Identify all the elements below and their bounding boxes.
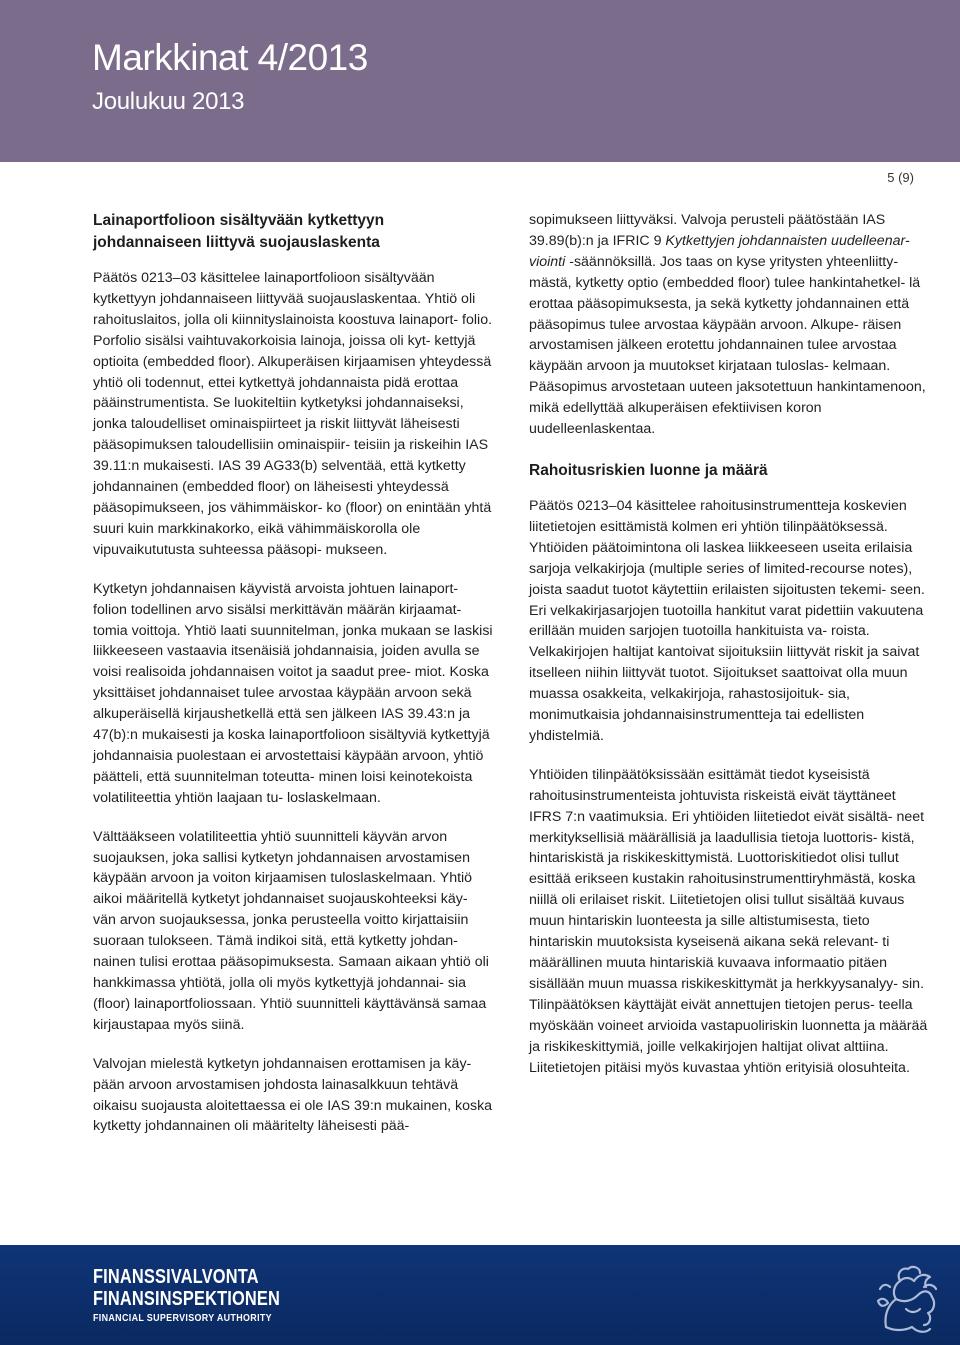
- publication-title: Markkinat 4/2013: [92, 37, 368, 78]
- finnish-lion-emblem-icon: [866, 1257, 946, 1339]
- paragraph: Päätös 0213–04 käsittelee rahoitusinstrumentteja koskevien liitetietojen esittämistä kolmen eri yhtiön tilinpäätöksessä. Yhtiöiden päätoimintona oli laskea liikkeeseen useita erilaisia sarjoja velkakirjoja (multiple series of limited-recourse notes), joista saadut tuotot käytettiin erilaisten sijoitusten tekemi- seen. Eri velkakirjasarjojen tuotoilla hankitut varat pidettiin vakuutena erillään muiden sarjojen tuotoilla hankituista va- roista. Velkakirjojen haltijat kantoivat sijoituksiin liittyvät riskit ja saivat itselleen niihin liittyvät tuotot. Sijoitukset saattoivat olla muun muassa osakkeita, velkakirjoja, rahastosijoituk- sia, monimutkaisia johdannaisinstrumentteja tai edellisten yhdistelmiä.: [529, 497, 925, 744]
- italic-title: Kytkettyjen johdannaisten uudelleenar- viointi: [529, 232, 910, 270]
- paragraph: Valvojan mielestä kytketyn johdannaisen erottamisen ja käy- pään arvoon arvostamisen johdosta lainasalkkuun tehtävä oikaisu suojausta aloitettaessa ei ole IAS 39:n mukainen, koska kytketty johdannainen oli määritelty läheisesti pää-: [93, 1055, 493, 1135]
- brand-name-en: FINANCIAL SUPERVISORY AUTHORITY: [93, 1312, 272, 1324]
- paragraph: Kytketyn johdannaisen käyvistä arvoista johtuen lainaport- folion todellinen arvo sisälsi merkittävän määrän kirjaamat- tomia voittoja. Yhtiö laati suunnitelman, jonka mukaan se laskisi liikkeeseen vastaavia itsenäisiä johdannaisia, joiden avulla se voisi realisoida johdannaisen voitot ja saadut pree- miot. Koska yksittäiset johdannaiset tulee arvostaa käypään arvoon sekä alkuperäisellä kirjaushetkellä että sen jälkeen IAS 39.43:n ja 47(b):n mukaisesti ja koska lainaportfolioon sisältyviä kytkettyjä johdannaisia puolestaan ei arvostettaisi käypään arvoon, yhtiö päätteli, että suunnitelman toteutta- minen loisi keinotekoista volatiliteettia yhtiön laajaan tu- loslaskelmaan.: [93, 580, 493, 806]
- continued-text: -säännöksillä. Jos taas on kyse yritysten yhteenliitty- mästä, kytketty optio (embedded floor) tulee hankintahetkel- lä erottaa pääsopimuksesta, ja sekä kytketty johdannainen että pääsopimus tulee arvostaa käypään arvoon. Alkupe- räisen arvostamisen jälkeen erotettu johdannainen tulee arvostaa käypään arvoon ja muutokset kirjataan tuloslas- kelmaan. Pääsopimus arvostetaan uuteen jaksotettuun hankintamenoon, mikä edellyttää alkuperäisen efektiivisen koron uudelleenlaskentaa.: [529, 253, 926, 438]
- page-number: 5 (9): [887, 170, 914, 185]
- section-heading: Rahoitusriskien luonne ja määrä: [529, 461, 768, 479]
- paragraph: Välttääkseen volatiliteettia yhtiö suunnitteli käyvän arvon suojauksen, joka sallisi kytketyn johdannaisen arvostamisen käypään arvoon ja voiton kirjaamisen tuloslaskelmaan. Yhtiö aikoi määritellä kytketyt johdannaiset suojauskohteeksi käy- vän arvon suojauksessa, jonka perusteella voitto kirjattaisiin suoraan tulokseen. Tämä indikoi sitä, että kytketty johdan- nainen tulisi erottaa pääsopimuksesta. Samaan aikaan yhtiö oli hankkimassa yhtiötä, jolla oli myös kytkettyjä johdannai- sia (floor) lainaportfoliossaan. Yhtiö suunnitteli käyttävänsä samaa kirjaustapaa myös siinä.: [93, 828, 489, 1033]
- brand-name-sv: FINANSINSPEKTIONEN: [93, 1288, 281, 1310]
- right-column: [529, 210, 929, 1096]
- page-header: [0, 0, 960, 162]
- section-heading: Lainaportfolioon sisältyvään kytkettyyn johdannaiseen liittyvä suojauslaskenta: [93, 212, 385, 251]
- paragraph: Päätös 0213–03 käsittelee lainaportfolioon sisältyvään kytkettyyn johdannaiseen liittyvää suojauslaskentaa. Yhtiö oli rahoituslaitos, jolla oli kiinnityslainoista koostuva lainaport- folio. Porfolio sisälsi vaihtuvakorkoisia lainoja, joissa oli kyt- kettyjä optioita (embedded floor). Alkuperäisen kirjaamisen yhteydessä yhtiö oli todennut, ettei kytkettyä johdannaista pidä erottaa pääinstrumentista. Se luokiteltiin kytketyksi johdannaiseksi, jonka taloudelliset ominaispiirteet ja riskit liittyvät läheisesti pääsopimuksen taloudellisiin ominaispiir- teisiin ja riskeihin IAS 39.11:n mukaisesti. IAS 39 AG33(b) selventää, että kytketty johdannainen (embedded floor) on läheisesti yhteydessä pääsopimukseen, jos vähimmäiskor- ko (floor) on enintään yhtä suuri kuin markkinakorko, eikä vähimmäiskorolla ole vipuvaikututusta suhteessa pääsopi- mukseen.: [93, 270, 493, 558]
- page-footer: [0, 1245, 960, 1345]
- continued-text: sopimukseen liittyväksi. Valvoja perusteli päätöstään IAS 39.89(b):n ja IFRIC 9: [529, 212, 886, 249]
- left-column: [93, 210, 493, 1155]
- publication-date: Joulukuu 2013: [92, 88, 245, 115]
- continued-paragraph: [529, 210, 929, 440]
- paragraph: Yhtiöiden tilinpäätöksissään esittämät tiedot kyseisistä rahoitusinstrumenteista johtuvista riskeistä eivät täyttäneet IFRS 7:n vaatimuksia. Eri yhtiöiden liitetiedot eivät sisältä- neet merkityksellisiä määrällisiä ja laadullisia tietoja luottoris- kistä, hintariskistä ja riskikeskittymistä. Luottoriskitiedot olisi tullut esittää erikseen kustakin rahoitusinstrumenttiryhmästä, koska niillä oli erilaiset riskit. Liitetietojen olisi tullut sisältää kuvaus muun hintariskin luonteesta ja sille altistumisesta, tieto hintariskin muutoksista kyseisenä aikana sekä relevant- ti määrällinen muuta hintariskiä kuvaava informaatio pitäen sisällään muun muassa riskikeskittymät ja herkkyysanalyy- sin. Tilinpäätöksen käyttäjät eivät annettujen tietojen perus- teella myöskään voineet arvioida vastapuoliriskin luonnetta ja määrää ja riskikeskittymiä, joille velkakirjojen haltijat olivat alttiina. Liitetietojen pitäisi myös kuvastaa yhtiön erityisiä olosuhteita.: [529, 766, 928, 1076]
- footer-brand: [93, 1266, 321, 1326]
- brand-name-fi: FINANSSIVALVONTA: [93, 1266, 259, 1288]
